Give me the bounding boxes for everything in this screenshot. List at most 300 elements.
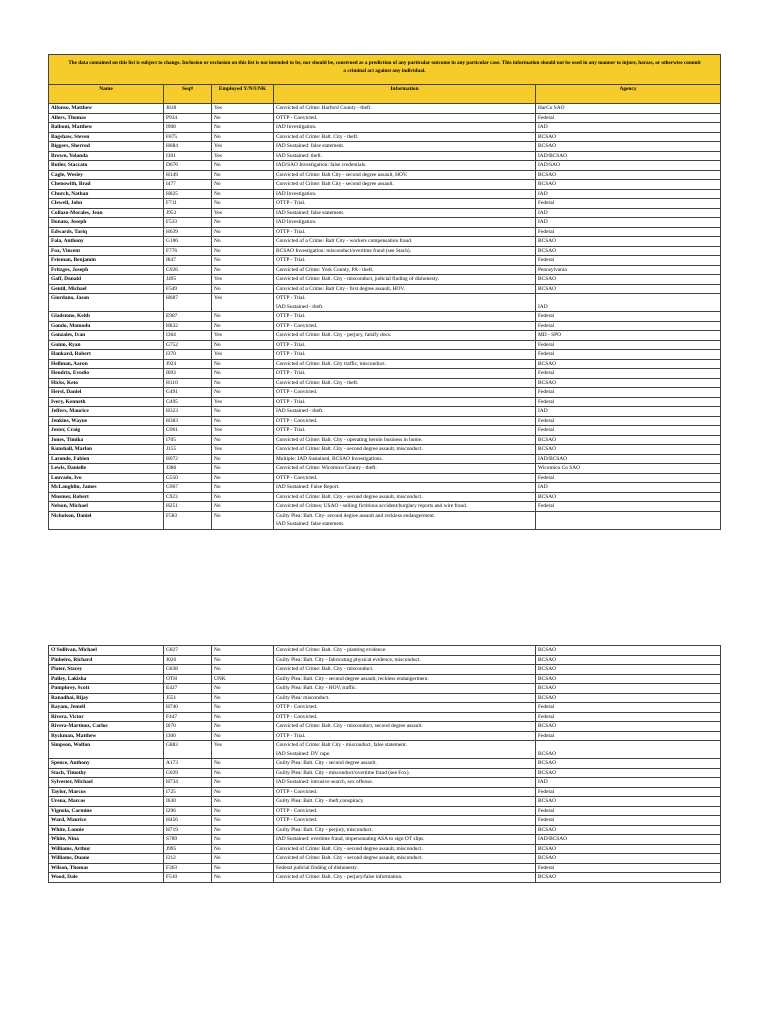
cell-employed: No (212, 161, 274, 171)
cell-seq: G838 (164, 665, 212, 675)
cell-seq: H383 (164, 416, 212, 426)
cell-seq: D676 (164, 161, 212, 171)
cell-information (274, 189, 536, 199)
cell-employed: No (212, 369, 274, 379)
cell-name: Sylvester, Michael (49, 778, 164, 788)
cell-information (274, 873, 536, 883)
cell-agency: BCSAO (536, 170, 721, 180)
cell-employed: No (212, 312, 274, 322)
cell-agency: BCSAO (536, 132, 721, 142)
cell-seq: I847 (164, 256, 212, 266)
information-line: IAD Sustained - theft. (276, 303, 324, 310)
information-line: IAD Sustained: false statement. (276, 209, 345, 216)
table-row (49, 407, 721, 417)
cell-seq: I364 (164, 331, 212, 341)
information-line: Guilty Plea: Balt. City - HOV, traffic. (276, 685, 357, 691)
cell-information (274, 161, 536, 171)
cell-employed: No (212, 132, 274, 142)
cell-seq: J495 (164, 275, 212, 285)
cell-information (274, 854, 536, 864)
cell-information (274, 473, 536, 483)
cell-name: Edwards, Tariq (49, 227, 164, 237)
cell-name: Vignola, Carmine (49, 806, 164, 816)
cell-name: McLaughlin, James (49, 483, 164, 493)
cell-seq: H251 (164, 502, 212, 512)
cell-agency: Federal (536, 321, 721, 331)
table-row (49, 435, 721, 445)
information-line: Guilty Plea: Balt. City- second degree assault and reckless endangerment. (276, 512, 436, 519)
cell-employed: No (212, 816, 274, 826)
cell-employed: No (212, 873, 274, 883)
cell-information (274, 199, 536, 209)
cell-employed: No (212, 218, 274, 228)
cell-employed: No (212, 284, 274, 294)
cell-name: Hankard, Robert (49, 350, 164, 360)
cell-name: O'Sullivan, Michael (49, 646, 164, 656)
table-row (49, 655, 721, 665)
cell-name: Plater, Stacey (49, 665, 164, 675)
cell-seq: J155 (164, 445, 212, 455)
officer-list-table-continued (48, 645, 721, 883)
cell-agency: Federal (536, 416, 721, 426)
cell-seq: F776 (164, 246, 212, 256)
cell-name: Pumphrey, Scott (49, 684, 164, 694)
table-row (49, 397, 721, 407)
cell-seq: H825 (164, 189, 212, 199)
cell-agency: Federal (536, 502, 721, 512)
cell-employed: No (212, 722, 274, 732)
column-header-employed: Employed Y/N/UNK (212, 85, 274, 104)
table-row (49, 350, 721, 360)
cell-name: Kunshall, Marlon (49, 445, 164, 455)
cell-seq: G883 (164, 741, 212, 759)
table-body-page-1 (49, 104, 721, 530)
cell-seq: G752 (164, 340, 212, 350)
table-row (49, 797, 721, 807)
column-header-agency: Agency (536, 85, 721, 104)
cell-information (274, 511, 536, 529)
cell-seq: H734 (164, 778, 212, 788)
table-row (49, 312, 721, 322)
cell-information (274, 483, 536, 493)
cell-employed: No (212, 473, 274, 483)
cell-agency: BCSAO (536, 741, 721, 759)
cell-information (274, 844, 536, 854)
information-line: Convicted of a Crime: Balt City - first degree assault, HOV. (276, 285, 405, 292)
cell-employed: Yes (212, 331, 274, 341)
cell-name: Cagle, Wesley (49, 170, 164, 180)
cell-agency: IAD (536, 123, 721, 133)
table-row (49, 378, 721, 388)
cell-employed: No (212, 797, 274, 807)
cell-agency: BCSAO (536, 674, 721, 684)
information-line: IAD Sustained: false statement. (276, 143, 345, 149)
cell-seq: I296 (164, 806, 212, 816)
information-line: IAD Sustained: theft. (276, 152, 322, 159)
cell-information (274, 265, 536, 275)
information-line: OTTP - Convicted. (276, 322, 318, 329)
table-row (49, 825, 721, 835)
cell-agency: Federal (536, 397, 721, 407)
table-row (49, 170, 721, 180)
information-line: OTTP - Convicted. (276, 788, 318, 795)
cell-information (274, 208, 536, 218)
cell-employed: No (212, 237, 274, 247)
cell-agency: BCSAO (536, 854, 721, 864)
cell-agency (536, 511, 721, 529)
cell-name: Jenkins, Wayne (49, 416, 164, 426)
cell-name: Laronde, Fabien (49, 454, 164, 464)
table-row (49, 227, 721, 237)
cell-information (274, 759, 536, 769)
cell-information (274, 416, 536, 426)
cell-name: Spence, Anthony (49, 759, 164, 769)
cell-seq: I693 (164, 369, 212, 379)
cell-agency: BCSAO (536, 684, 721, 694)
information-line: Guilty Plea: Balt. City - misconduct/overtime fraud (see Fox). (276, 769, 410, 776)
cell-agency: Federal (536, 787, 721, 797)
table-row (49, 161, 721, 171)
cell-name: Balboni, Matthew (49, 123, 164, 133)
information-line: Federal judicial finding of dishonesty. (276, 864, 358, 871)
cell-agency: Federal (536, 426, 721, 436)
cell-agency: Federal (536, 350, 721, 360)
cell-seq: I908 (164, 123, 212, 133)
cell-name: Brown, Yolanda (49, 151, 164, 161)
cell-name: White, Nina (49, 835, 164, 845)
cell-information (274, 104, 536, 114)
information-line: Convicted of Crime: Harford County - theft. (276, 105, 372, 111)
table-row (49, 873, 721, 883)
cell-seq: G961 (164, 426, 212, 436)
cell-seq: G491 (164, 388, 212, 398)
cell-seq: C923 (164, 492, 212, 502)
cell-seq: J995 (164, 844, 212, 854)
information-line: Convicted of Crime: Balt. City - second degree assault, misconduct. (276, 845, 423, 852)
cell-employed: No (212, 731, 274, 741)
cell-seq: F447 (164, 712, 212, 722)
cell-name: Ward, Maurice (49, 816, 164, 826)
cell-employed: No (212, 483, 274, 493)
information-line: OTTP - Convicted. (276, 417, 318, 424)
table-row (49, 208, 721, 218)
information-line: OTTP - Trial. (276, 398, 306, 405)
cell-information (274, 359, 536, 369)
table-row (49, 693, 721, 703)
information-line: Convicted of Crime: Balt. City - planting evidence. (276, 647, 387, 653)
cell-information (274, 170, 536, 180)
cell-name: Giordano, Jason (49, 294, 164, 312)
table-row (49, 731, 721, 741)
table-row (49, 445, 721, 455)
cell-employed: No (212, 511, 274, 529)
information-line: Convicted of Crime: Balt. City - second degree assault, misconduct. (276, 446, 423, 452)
cell-name: Hellman, Aaron (49, 359, 164, 369)
cell-agency: IAD (536, 778, 721, 788)
cell-seq: H684 (164, 142, 212, 152)
cell-name: Gladstone, Keith (49, 312, 164, 322)
cell-agency: Federal (536, 703, 721, 713)
information-line: OTTP - Trial. (276, 257, 306, 263)
table-row (49, 369, 721, 379)
cell-name: Jester, Craig (49, 426, 164, 436)
cell-seq: I301 (164, 151, 212, 161)
cell-agency: IAD (536, 218, 721, 228)
information-line: Guilty Plea: Balt. City - perjury, misconduct. (276, 826, 373, 833)
cell-seq: F533 (164, 218, 212, 228)
cell-agency: BCSAO (536, 275, 721, 285)
information-line: Multiple: IAD Sustained, BCSAO Investigations. (276, 455, 383, 462)
cell-name: Allers, Thomas (49, 113, 164, 123)
cell-employed: Yes (212, 426, 274, 436)
cell-agency: BCSAO (536, 180, 721, 190)
information-line: Guilty Plea: Balt. City - theft,conspiracy. (276, 798, 365, 804)
table-row (49, 331, 721, 341)
cell-information (274, 665, 536, 675)
table-row (49, 294, 721, 312)
table-row (49, 416, 721, 426)
cell-employed: No (212, 778, 274, 788)
cell-name: Pulley, Lakisha (49, 674, 164, 684)
cell-information (274, 132, 536, 142)
officer-list-table (48, 54, 721, 530)
table-row (49, 275, 721, 285)
cell-name: Biggers, Sherrod (49, 142, 164, 152)
table-row (49, 473, 721, 483)
cell-agency: HarCo SAO (536, 104, 721, 114)
cell-information (274, 340, 536, 350)
information-line: Convicted of Crime: Balt. City - theft. (276, 133, 359, 140)
table-row (49, 123, 721, 133)
cell-seq: H639 (164, 227, 212, 237)
table-row (49, 113, 721, 123)
table-row (49, 722, 721, 732)
cell-employed: Yes (212, 275, 274, 285)
disclaimer-text: The data contained on this list is subject to change. Inclusion or exclusion on this list is not intended to be, nor should be, construed as a prediction of any particular outcome in any particular case. This information should not be used in any manner to injure, harass, or otherwise commit a criminal act against any individual. (49, 55, 721, 85)
cell-seq: E987 (164, 312, 212, 322)
cell-seq: J386 (164, 464, 212, 474)
cell-agency: Federal (536, 816, 721, 826)
table-row (49, 321, 721, 331)
cell-information (274, 863, 536, 873)
information-line: Convicted of Crime: Balt. City - perjury/false information. (276, 874, 403, 880)
cell-employed: No (212, 684, 274, 694)
cell-agency: IAD/BCSAO (536, 151, 721, 161)
cell-seq: H072 (164, 454, 212, 464)
information-line: OTTP - Trial. (276, 313, 306, 319)
table-row (49, 256, 721, 266)
list-sheet-page-1 (48, 54, 720, 530)
cell-employed: No (212, 768, 274, 778)
table-row (49, 199, 721, 209)
cell-seq: OTH (164, 674, 212, 684)
cell-employed: Yes (212, 397, 274, 407)
cell-information (274, 445, 536, 455)
cell-employed: No (212, 265, 274, 275)
cell-employed: No (212, 359, 274, 369)
cell-seq: G550 (164, 473, 212, 483)
cell-seq: I670 (164, 722, 212, 732)
cell-seq: I725 (164, 787, 212, 797)
cell-seq: H832 (164, 321, 212, 331)
cell-employed: No (212, 378, 274, 388)
cell-employed: Yes (212, 151, 274, 161)
cell-information (274, 151, 536, 161)
column-header-seq: Seq# (164, 85, 212, 104)
cell-information (274, 741, 536, 759)
cell-information (274, 825, 536, 835)
table-row (49, 816, 721, 826)
table-row (49, 741, 721, 759)
information-line: Convicted of Crime: York County, PA - theft. (276, 266, 374, 273)
cell-employed: UNK (212, 674, 274, 684)
cell-name: Lewis, Danielle (49, 464, 164, 474)
cell-name: Urena, Marcos (49, 797, 164, 807)
cell-information (274, 464, 536, 474)
cell-seq: I477 (164, 180, 212, 190)
table-row (49, 359, 721, 369)
cell-seq: J953 (164, 208, 212, 218)
cell-name: Williams, Duane (49, 854, 164, 864)
table-row (49, 787, 721, 797)
information-line: Guilty Plea: Balt. City - second degree assault. (276, 760, 377, 766)
cell-agency: Pennsylvania (536, 265, 721, 275)
table-row (49, 218, 721, 228)
cell-information (274, 113, 536, 123)
table-row (49, 806, 721, 816)
table-row (49, 132, 721, 142)
cell-seq: F711 (164, 199, 212, 209)
cell-information (274, 350, 536, 360)
table-row (49, 768, 721, 778)
cell-employed: No (212, 665, 274, 675)
information-line: Convicted of Crime: Balt. City - misconduct. (276, 666, 374, 672)
table-row (49, 454, 721, 464)
cell-name: Wilson, Thomas (49, 863, 164, 873)
cell-seq: H687 (164, 294, 212, 312)
column-header-information: Information (274, 85, 536, 104)
cell-seq: J026 (164, 655, 212, 665)
cell-information (274, 426, 536, 436)
cell-information (274, 787, 536, 797)
cell-name: Stach, Timothy (49, 768, 164, 778)
cell-information (274, 321, 536, 331)
header-row (49, 85, 721, 104)
information-line: OTTP - Trial. (276, 200, 306, 206)
table-row (49, 502, 721, 512)
cell-information (274, 407, 536, 417)
cell-information (274, 806, 536, 816)
cell-name: Nicholson, Daniel (49, 511, 164, 529)
cell-name: Rayam, Jemell (49, 703, 164, 713)
cell-information (274, 646, 536, 656)
cell-agency: IAD (536, 189, 721, 199)
cell-name: Chenowith, Brad (49, 180, 164, 190)
cell-employed: No (212, 464, 274, 474)
table-row (49, 388, 721, 398)
cell-employed: No (212, 321, 274, 331)
cell-name: White, Lonnie (49, 825, 164, 835)
cell-information (274, 454, 536, 464)
cell-name: Rivera, Victor (49, 712, 164, 722)
cell-agency: BCSAO (536, 768, 721, 778)
cell-agency: BCSAO (536, 665, 721, 675)
cell-seq: H110 (164, 378, 212, 388)
cell-seq: H323 (164, 407, 212, 417)
table-row (49, 426, 721, 436)
information-line: IAD Sustained: overtime fraud, impersonating ASA to sign OT slips. (276, 836, 425, 842)
cell-seq: G926 (164, 265, 212, 275)
information-line: OTTP - Convicted. (276, 389, 318, 395)
information-line: Convicted of Crime: Balt. City - theft. (276, 379, 359, 386)
cell-name: Hicks, Keto (49, 378, 164, 388)
cell-employed: No (212, 759, 274, 769)
information-line: Convicted of Crime: Balt. City - second degree assault, misconduct. (276, 855, 423, 861)
cell-agency: Federal (536, 473, 721, 483)
cell-information (274, 768, 536, 778)
cell-employed: No (212, 492, 274, 502)
information-line: Convicted of Crime: Balt. City - misconduct, second degree assault. (276, 723, 423, 729)
cell-name: Guinn, Ryan (49, 340, 164, 350)
information-line: OTTP - Trial. (276, 341, 306, 348)
table-row (49, 180, 721, 190)
cell-name: Rivera-Martinez, Carlos (49, 722, 164, 732)
cell-information (274, 312, 536, 322)
information-line: OTTP - Trial. (276, 228, 306, 235)
information-line: Convicted of Crime: Balt. City - operating heroin business in home. (276, 436, 423, 443)
cell-seq: J818 (164, 104, 212, 114)
table-row (49, 835, 721, 845)
information-line: OTTP - Trial. (276, 351, 306, 357)
cell-agency: IAD (536, 208, 721, 218)
table-row (49, 340, 721, 350)
cell-seq: J924 (164, 359, 212, 369)
cell-information (274, 388, 536, 398)
table-row (49, 246, 721, 256)
cell-seq: G039 (164, 768, 212, 778)
cell-seq: A173 (164, 759, 212, 769)
table-row (49, 863, 721, 873)
cell-information (274, 284, 536, 294)
cell-name: Fritzges, Joseph (49, 265, 164, 275)
table-row (49, 778, 721, 788)
cell-employed: No (212, 256, 274, 266)
information-line: IAD Sustained: False Report. (276, 484, 340, 490)
cell-employed: No (212, 340, 274, 350)
cell-seq: H719 (164, 825, 212, 835)
cell-agency: BCSAO (536, 378, 721, 388)
cell-agency: Federal (536, 312, 721, 322)
cell-information (274, 378, 536, 388)
information-line: OTTP - Convicted. (276, 817, 318, 823)
cell-agency: BCSAO (536, 655, 721, 665)
cell-name: Clewell, John (49, 199, 164, 209)
cell-employed: No (212, 844, 274, 854)
cell-information (274, 369, 536, 379)
information-line: OTTP - Trial. (276, 427, 306, 433)
cell-information (274, 294, 536, 312)
cell-employed: No (212, 388, 274, 398)
cell-employed: No (212, 246, 274, 256)
cell-agency: Federal (536, 388, 721, 398)
cell-agency: BCSAO (536, 797, 721, 807)
information-line: OTTP - Convicted. (276, 807, 318, 814)
cell-employed: No (212, 180, 274, 190)
information-line: Convicted of Crime: Balt. City - perjury, falsify docs. (276, 332, 392, 338)
cell-agency: Federal (536, 113, 721, 123)
cell-information (274, 397, 536, 407)
cell-seq: P934 (164, 113, 212, 123)
